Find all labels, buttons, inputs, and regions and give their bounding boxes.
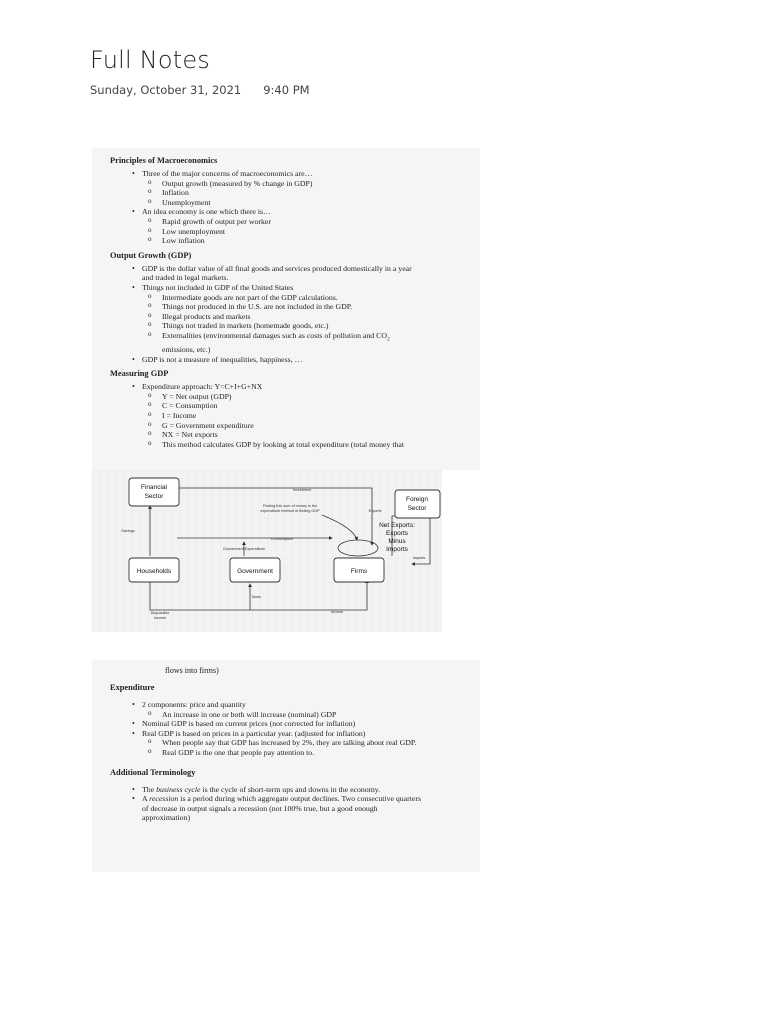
list-item: • Things not included in GDP of the United States (110, 283, 462, 293)
government-label: Government (237, 568, 273, 575)
list-item: o G = Government expenditure (110, 421, 462, 431)
investment-label: Investment (292, 488, 312, 492)
list-item: • Real GDP is based on prices in a particular year. (adjusted for inflation) (110, 729, 462, 739)
list-item (110, 794, 462, 804)
list-item: o Unemployment (110, 198, 462, 208)
list-item: o Low inflation (110, 236, 462, 246)
heading-expenditure: Expenditure (110, 683, 155, 692)
co2-subscript: 2 (386, 336, 390, 343)
list-item: • 2 components: price and quantity (110, 700, 462, 710)
list-item: o Output growth (measured by % change in GDP) (110, 179, 462, 189)
list-item: o Real GDP is the one that people pay attention to. (110, 748, 462, 758)
list-item: o Inflation (110, 188, 462, 198)
savings-label: Savings (121, 529, 135, 533)
net-exports-label-3: Minus (388, 538, 406, 545)
heading-principles: Principles of Macroeconomics (110, 156, 218, 165)
text-fragment: is a period during which aggregate output declines. Two consecutive quarters (178, 794, 422, 804)
list-item: o Things not produced in the U.S. are not included in the GDP. (110, 302, 462, 312)
circular-flow-diagram (92, 470, 442, 632)
heading-output-growth: Output Growth (GDP) (110, 250, 192, 260)
net-exports-label-4: Imports (386, 546, 408, 553)
continued-text: flows into firms) (165, 666, 219, 675)
financial-sector-label-2: Sector (144, 493, 164, 500)
scanned-notes-page-1 (92, 148, 480, 470)
list-item: o An increase in one or both will increase (nominal) GDP (110, 710, 462, 720)
list-item: o When people say that GDP has increased by 2%, they are talking about real GDP. (110, 738, 462, 748)
exports-label: Exports (368, 509, 382, 513)
term-business-cycle: business cycle (156, 784, 201, 794)
list-output-growth (110, 264, 462, 364)
finding-note-1: Finding this sum of money is the (262, 504, 318, 508)
disposable-income-label-1: Disposable (150, 611, 170, 615)
financial-sector-label-1: Financial (140, 484, 168, 491)
list-item: • GDP is not a measure of inequalities, happiness, … (110, 355, 462, 365)
foreign-sector-box (395, 490, 440, 518)
list-item-continued: emissions, etc.) (162, 345, 211, 355)
foreign-sector-label-2: Sector (407, 505, 427, 512)
page-datetime (90, 83, 310, 97)
income-label: Income (330, 610, 344, 614)
list-item-continued: approximation) (142, 813, 191, 823)
list-item: • GDP is the dollar value of all final goods and services produced domestically in a year (110, 264, 462, 274)
consumption-label: Consumption (270, 537, 294, 541)
list-item: o C = Consumption (110, 401, 462, 411)
text-fragment: A (142, 794, 150, 804)
list-item: o Illegal products and markets (110, 312, 462, 322)
net-exports-label-2: Exports (385, 530, 409, 537)
list-expenditure (110, 700, 462, 758)
list-item: o Things not traded in markets (homemade goods, etc.) (110, 321, 462, 331)
heading-additional-terminology: Additional Terminology (110, 767, 196, 777)
taxes-label: Taxes (251, 595, 261, 599)
text-fragment: The (142, 784, 157, 794)
list-item-continued: and traded in legal markets. (142, 273, 229, 283)
page-title: Full Notes (90, 46, 210, 74)
disposable-income-label-2: Income (153, 616, 167, 620)
list-item: o Intermediate goods are not part of the GDP calculations. (110, 293, 462, 303)
government-expenditure-label: Government Expenditure (222, 547, 266, 551)
text-fragment: is the cycle of short-term ups and downs in the economy. (200, 784, 381, 794)
imports-label: Imports (412, 556, 426, 560)
list-item: • Expenditure approach: Y=C+I+G+NX (110, 382, 462, 392)
households-label: Households (136, 568, 172, 575)
diagram-svg (92, 470, 442, 632)
list-item: • An idea economy is one which there is… (110, 207, 462, 217)
list-item: o Rapid growth of output per worker (110, 217, 462, 227)
list-item: o NX = Net exports (110, 430, 462, 440)
net-exports-label-1: Net Exports: (379, 522, 415, 529)
list-item: o Low unemployment (110, 227, 462, 237)
term-recession: recession (149, 794, 179, 804)
list-item: • Nominal GDP is based on current prices (not corrected for inflation) (110, 719, 462, 729)
page-time: 9:40 PM (263, 83, 310, 97)
list-item (110, 785, 462, 795)
scanned-notes-page-2 (92, 660, 480, 872)
list-item (110, 331, 462, 345)
finding-note-2: expenditure method of finding GDP (260, 509, 320, 513)
financial-sector-box (129, 478, 179, 506)
list-item: o This method calculates GDP by looking at total expenditure (total money that (110, 440, 462, 450)
heading-measuring-gdp: Measuring GDP (110, 369, 169, 379)
foreign-sector-label-1: Foreign (405, 496, 429, 503)
list-terminology (110, 785, 462, 823)
firms-label: Firms (350, 568, 368, 575)
list-item: o Y = Net output (GDP) (110, 392, 462, 402)
list-principles (110, 169, 462, 246)
externalities-text: Externalities (environmental damages such as costs of pollution and CO (162, 330, 387, 340)
list-item: o I = Income (110, 411, 462, 421)
list-item-continued: of decrease in output signals a recession (not 100% true, but a good enough (142, 803, 378, 813)
list-item: • Three of the major concerns of macroeconomics are… (110, 169, 462, 179)
page-date: Sunday, October 31, 2021 (90, 83, 242, 97)
list-measuring-gdp (110, 382, 462, 449)
